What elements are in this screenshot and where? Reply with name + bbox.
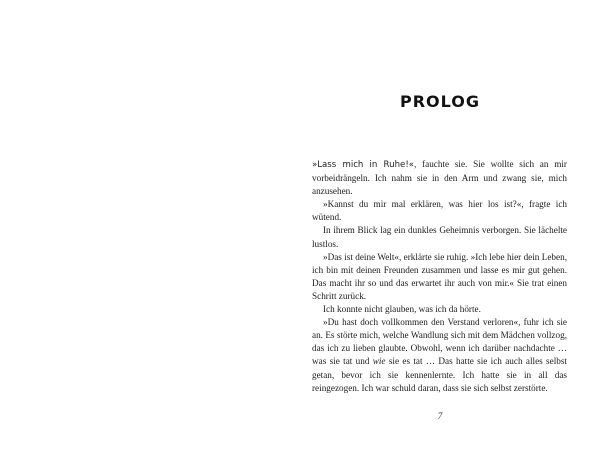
emphasis-word: wie bbox=[372, 356, 386, 367]
chapter-title: PROLOG bbox=[399, 92, 480, 111]
page-number: 7 bbox=[437, 411, 443, 421]
paragraph-6-text-a: »Du hast doch vollkommen den Verstand verloren«, fuhr ich sie an. Es störte mich, welche Wandlung sich mit dem Mädchen vollzog, das ich zu lieben glaubte. Obwohl, wenn ich darüber nachdachte … was sie tat und bbox=[312, 317, 567, 367]
paragraph-2: »Kannst du mir mal erklären, was hier los ist?«, fragte ich wütend. bbox=[312, 199, 567, 223]
paragraph-3: In ihrem Blick lag ein dunkles Geheimnis verborgen. Sie lächelte lustlos. bbox=[312, 225, 567, 249]
paragraph-1-text: , fauchte sie. Sie wollte sich an mir vorbeidrängeln. Ich nahm sie in den Arm und zwang sie, mich anzusehen. bbox=[312, 159, 567, 197]
paragraph-5: Ich konnte nicht glauben, was ich da hörte. bbox=[323, 304, 481, 315]
paragraph-6 bbox=[312, 316, 567, 395]
right-page bbox=[305, 0, 575, 458]
paragraph-1 bbox=[312, 158, 567, 198]
paragraph-6-text-b: sie es tat … Das hatte sie ich auch alles selbst getan, bevor ich sie kennenlernte. Ich hatte sie in all das reingezogen. Ich war schuld daran, dass sie sich selbst zerstörte. bbox=[312, 356, 567, 393]
prologue-text bbox=[312, 158, 567, 395]
paragraph-4: »Das ist deine Welt«, erklärte sie ruhig. »Ich lebe hier dein Leben, ich bin mit deinen Freunden zusammen und lasse es mir gut gehen. Das macht ihr so und das erwartet ihr auch von mir.« Sie trat einen Schritt zurück. bbox=[312, 251, 567, 301]
opening-phrase: »Lass mich in Ruhe!« bbox=[312, 160, 415, 170]
